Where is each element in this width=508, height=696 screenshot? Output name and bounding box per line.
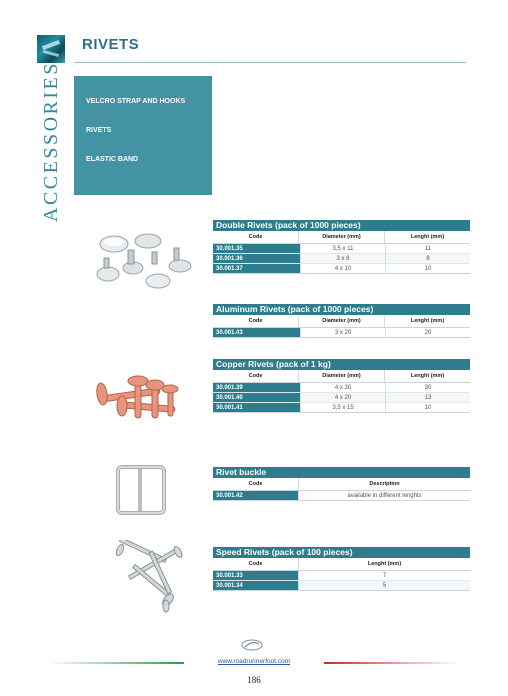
product-code: 30.001.40 [213, 393, 301, 402]
speed-rivets-table [213, 547, 470, 591]
table-title: Speed Rivets (pack of 100 pieces) [213, 547, 470, 558]
section-label: ACCESSORIES [40, 61, 62, 222]
website-link[interactable]: www.roadrunnerfoot.com [217, 658, 291, 665]
table-row [213, 491, 470, 501]
diameter-cell: 3,5 x 15 [301, 403, 386, 412]
column-header: Description [369, 481, 400, 487]
table-row [213, 254, 470, 264]
column-header: Code [213, 558, 299, 570]
length-cell: 5 [299, 581, 470, 590]
aluminum-rivets-table [213, 304, 470, 338]
product-code: 30.001.42 [213, 491, 299, 500]
diameter-cell: 3 x 8 [301, 254, 386, 263]
product-code: 30.001.36 [213, 254, 301, 263]
column-header: Lenght (mm) [410, 373, 445, 379]
product-code: 30.001.34 [213, 581, 299, 590]
column-header: Code [213, 231, 299, 243]
menu-item-rivets[interactable]: RIVETS [86, 127, 112, 134]
length-cell: 10 [424, 266, 432, 272]
column-header: Code [213, 370, 299, 382]
table-header-row [213, 370, 470, 383]
length-cell: 30 [424, 385, 432, 391]
table-row [213, 383, 470, 393]
product-code: 30.001.39 [213, 383, 301, 392]
column-header: Diameter (mm) [299, 315, 385, 327]
copper-rivets-table [213, 359, 470, 413]
table-row [213, 244, 470, 254]
menu-item-velcro[interactable]: VELCRO STRAP AND HOOKS [86, 98, 186, 105]
category-menu [74, 76, 212, 195]
length-cell: 8 [386, 254, 470, 263]
table-title: Double Rivets (pack of 1000 pieces) [213, 220, 470, 231]
table-row [213, 264, 470, 274]
diameter-cell: 4 x 10 [301, 264, 386, 273]
rivet-buckle-table [213, 467, 470, 501]
table-row [213, 328, 470, 338]
column-header: Code [213, 315, 299, 327]
column-header: Code [213, 478, 299, 490]
column-header: Lenght (mm) [410, 234, 445, 240]
description-cell: available in different lenghts [347, 493, 422, 499]
page-number: 186 [247, 675, 261, 685]
title-divider [74, 62, 466, 63]
product-code: 30.001.41 [213, 403, 301, 412]
length-cell: 11 [424, 246, 432, 252]
page-title: RIVETS [82, 36, 140, 53]
column-header: Diameter (mm) [299, 231, 385, 243]
column-header: Lenght (mm) [367, 561, 402, 567]
double-rivets-table [213, 220, 470, 274]
speed-rivets-image [108, 540, 188, 620]
table-header-row [213, 315, 470, 328]
table-row [213, 571, 470, 581]
double-rivets-image [88, 226, 198, 296]
footer-logo-icon [240, 638, 264, 652]
product-code: 30.001.37 [213, 264, 301, 273]
table-title: Copper Rivets (pack of 1 kg) [213, 359, 470, 370]
brand-logo [37, 35, 65, 63]
table-row [213, 403, 470, 413]
length-cell: 10 [424, 405, 432, 411]
menu-item-elastic-band[interactable]: ELASTIC BAND [86, 156, 139, 163]
table-title: Rivet buckle [213, 467, 470, 478]
diameter-cell: 3,5 x 11 [301, 244, 386, 253]
product-code: 30.001.43 [213, 328, 301, 337]
column-header: Diameter (mm) [299, 370, 385, 382]
diameter-cell: 4 x 20 [301, 393, 386, 402]
rivet-buckle-image [112, 461, 172, 521]
product-code: 30.001.35 [213, 244, 301, 253]
column-header: Lenght (mm) [410, 318, 445, 324]
length-cell: 13 [386, 393, 470, 402]
table-header-row [213, 478, 470, 491]
table-row [213, 581, 470, 591]
table-title: Aluminum Rivets (pack of 1000 pieces) [213, 304, 470, 315]
table-header-row [213, 558, 470, 571]
copper-rivets-image [90, 372, 195, 427]
product-code: 30.001.33 [213, 571, 299, 580]
length-cell: 20 [424, 330, 432, 336]
table-row [213, 393, 470, 403]
length-cell: 7 [382, 573, 387, 579]
diameter-cell: 4 x 30 [301, 383, 386, 392]
table-header-row [213, 231, 470, 244]
diameter-cell: 3 x 20 [301, 328, 386, 337]
